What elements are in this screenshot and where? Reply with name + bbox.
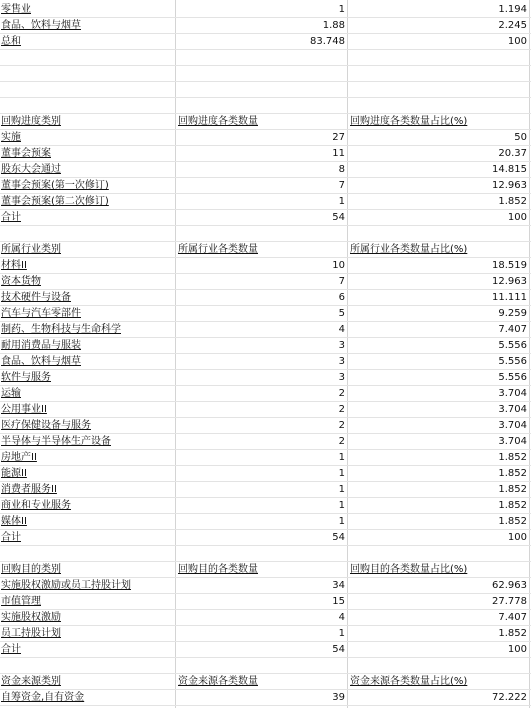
count-cell[interactable]: 10 (332, 260, 345, 271)
table-row (0, 370, 531, 386)
percent-cell[interactable]: 27.778 (492, 596, 527, 607)
percent-cell[interactable]: 5.556 (498, 340, 527, 351)
count-cell[interactable]: 回购目的各类数量 (178, 564, 258, 575)
table-row (0, 466, 531, 482)
category-cell[interactable]: 所属行业类别 (1, 244, 61, 255)
percent-cell[interactable]: 9.259 (498, 308, 527, 319)
category-cell[interactable]: 制药、生物科技与生命科学 (1, 324, 121, 335)
count-cell[interactable]: 1.88 (322, 20, 345, 31)
table-row (0, 530, 531, 546)
count-cell[interactable]: 所属行业各类数量 (178, 244, 258, 255)
count-cell[interactable]: 1 (338, 500, 345, 511)
count-cell[interactable]: 54 (332, 644, 345, 655)
percent-cell[interactable]: 资金来源各类数量占比(%) (350, 676, 468, 687)
table-row (0, 434, 531, 450)
count-cell[interactable]: 5 (338, 308, 345, 319)
category-cell[interactable]: 食品、饮料与烟草 (1, 20, 81, 31)
table-row (0, 82, 531, 98)
table-row (0, 290, 531, 306)
table-row (0, 178, 531, 194)
percent-cell[interactable] (348, 50, 529, 66)
count-cell[interactable]: 11 (332, 148, 345, 159)
percent-cell[interactable]: 11.111 (492, 292, 527, 303)
percent-cell[interactable]: 7.407 (498, 324, 527, 335)
category-cell[interactable]: 实施股权激励 (1, 612, 61, 623)
table-row (0, 322, 531, 338)
count-cell[interactable]: 4 (338, 612, 345, 623)
count-cell[interactable]: 1 (338, 468, 345, 479)
table-row (0, 162, 531, 178)
table-row (0, 66, 531, 82)
percent-cell[interactable]: 3.704 (498, 404, 527, 415)
count-cell[interactable]: 1 (338, 628, 345, 639)
percent-cell[interactable]: 14.815 (492, 164, 527, 175)
count-cell[interactable]: 6 (338, 292, 345, 303)
table-row (0, 130, 531, 146)
table-row (0, 18, 531, 34)
table-row (0, 114, 531, 130)
category-cell[interactable]: 媒体II (1, 516, 27, 527)
percent-cell[interactable]: 100 (507, 532, 527, 543)
percent-cell[interactable]: 1.852 (498, 468, 527, 479)
category-cell[interactable] (0, 98, 175, 114)
table-row (0, 546, 531, 562)
table-row (0, 98, 531, 114)
percent-cell[interactable]: 1.852 (498, 500, 527, 511)
category-cell[interactable] (0, 66, 175, 82)
table-row (0, 210, 531, 226)
table-row (0, 338, 531, 354)
percent-cell[interactable]: 所属行业各类数量占比(%) (350, 244, 468, 255)
count-cell[interactable] (176, 226, 347, 242)
category-cell[interactable] (0, 546, 175, 562)
count-cell[interactable]: 27 (332, 132, 345, 143)
table-row (0, 306, 531, 322)
count-cell[interactable] (176, 98, 347, 114)
count-cell[interactable]: 3 (338, 356, 345, 367)
table-row (0, 594, 531, 610)
count-cell[interactable]: 2 (338, 404, 345, 415)
percent-cell[interactable]: 18.519 (492, 260, 527, 271)
count-cell[interactable]: 3 (338, 340, 345, 351)
category-cell[interactable]: 自筹资金,自有资金 (1, 692, 85, 703)
category-cell[interactable]: 软件与服务 (1, 372, 51, 383)
category-cell[interactable] (0, 82, 175, 98)
table-row (0, 2, 531, 18)
category-cell[interactable]: 资金来源类别 (1, 676, 61, 687)
category-cell[interactable]: 董事会预案(第一次修订) (1, 180, 109, 191)
percent-cell[interactable] (348, 66, 529, 82)
table-row (0, 514, 531, 530)
category-cell[interactable]: 回购目的类别 (1, 564, 61, 575)
category-cell[interactable]: 合计 (1, 644, 21, 655)
percent-cell[interactable]: 回购目的各类数量占比(%) (350, 564, 468, 575)
category-cell[interactable]: 资本货物 (1, 276, 41, 287)
table-row (0, 402, 531, 418)
table-row (0, 242, 531, 258)
category-cell[interactable]: 能源II (1, 468, 27, 479)
table-row (0, 674, 531, 690)
count-cell[interactable]: 54 (332, 532, 345, 543)
category-cell[interactable] (0, 658, 175, 674)
count-cell[interactable] (176, 82, 347, 98)
category-cell[interactable]: 董事会预案(第二次修订) (1, 196, 109, 207)
category-cell[interactable] (0, 50, 175, 66)
count-cell[interactable]: 1 (338, 516, 345, 527)
category-cell[interactable]: 技术硬件与设备 (1, 292, 71, 303)
percent-cell[interactable]: 72.222 (492, 692, 527, 703)
count-cell[interactable] (176, 50, 347, 66)
category-cell[interactable]: 公用事业II (1, 404, 47, 415)
percent-cell[interactable]: 1.852 (498, 196, 527, 207)
percent-cell[interactable]: 1.852 (498, 452, 527, 463)
count-cell[interactable] (176, 546, 347, 562)
percent-cell[interactable] (348, 226, 529, 242)
count-cell[interactable]: 1 (338, 4, 345, 15)
percent-cell[interactable]: 100 (507, 212, 527, 223)
percent-cell[interactable]: 12.963 (492, 180, 527, 191)
percent-cell[interactable]: 1.852 (498, 484, 527, 495)
table-row (0, 498, 531, 514)
count-cell[interactable]: 2 (338, 420, 345, 431)
percent-cell[interactable]: 2.245 (498, 20, 527, 31)
percent-cell[interactable]: 5.556 (498, 372, 527, 383)
percent-cell[interactable] (348, 98, 529, 114)
table-row (0, 482, 531, 498)
category-cell[interactable]: 股东大会通过 (1, 164, 61, 175)
category-cell[interactable]: 房地产II (1, 452, 37, 463)
percent-cell[interactable]: 回购进度各类数量占比(%) (350, 116, 468, 127)
category-cell[interactable]: 回购进度类别 (1, 116, 61, 127)
percent-cell[interactable]: 50 (514, 132, 527, 143)
category-cell[interactable]: 材料II (1, 260, 27, 271)
table-row (0, 450, 531, 466)
category-cell[interactable]: 半导体与半导体生产设备 (1, 436, 111, 447)
percent-cell[interactable]: 1.852 (498, 628, 527, 639)
table-row (0, 578, 531, 594)
percent-cell[interactable] (348, 82, 529, 98)
count-cell[interactable]: 1 (338, 484, 345, 495)
category-cell[interactable]: 耐用消费品与服装 (1, 340, 81, 351)
percent-cell[interactable]: 5.556 (498, 356, 527, 367)
table-row (0, 658, 531, 674)
table-row (0, 610, 531, 626)
category-cell[interactable]: 市值管理 (1, 596, 41, 607)
table-row (0, 258, 531, 274)
count-cell[interactable]: 83.748 (310, 36, 345, 47)
category-cell[interactable]: 员工持股计划 (1, 628, 61, 639)
percent-cell[interactable]: 3.704 (498, 420, 527, 431)
category-cell[interactable]: 零售业 (1, 4, 31, 15)
count-cell[interactable]: 1 (338, 196, 345, 207)
category-cell[interactable]: 食品、饮料与烟草 (1, 356, 81, 367)
count-cell[interactable]: 回购进度各类数量 (178, 116, 258, 127)
table-row (0, 50, 531, 66)
percent-cell[interactable]: 1.852 (498, 516, 527, 527)
count-cell[interactable]: 7 (338, 276, 345, 287)
count-cell[interactable]: 7 (338, 180, 345, 191)
count-cell[interactable]: 3 (338, 372, 345, 383)
percent-cell[interactable]: 62.963 (492, 580, 527, 591)
percent-cell[interactable] (348, 658, 529, 674)
percent-cell[interactable]: 20.37 (498, 148, 527, 159)
table-row (0, 418, 531, 434)
percent-cell[interactable]: 100 (507, 36, 527, 47)
category-cell[interactable]: 汽车与汽车零部件 (1, 308, 81, 319)
count-cell[interactable] (176, 66, 347, 82)
percent-cell[interactable]: 1.194 (498, 4, 527, 15)
table-row (0, 354, 531, 370)
percent-cell[interactable]: 12.963 (492, 276, 527, 287)
category-cell[interactable]: 总和 (1, 36, 21, 47)
count-cell[interactable]: 34 (332, 580, 345, 591)
count-cell[interactable]: 2 (338, 388, 345, 399)
table-row (0, 642, 531, 658)
table-row (0, 274, 531, 290)
count-cell[interactable]: 15 (332, 596, 345, 607)
category-cell[interactable]: 消费者服务II (1, 484, 57, 495)
percent-cell[interactable]: 7.407 (498, 612, 527, 623)
category-cell[interactable]: 董事会预案 (1, 148, 51, 159)
table-row (0, 626, 531, 642)
table-row (0, 226, 531, 242)
category-cell[interactable]: 合计 (1, 532, 21, 543)
table-row (0, 34, 531, 50)
category-cell[interactable]: 医疗保健设备与服务 (1, 420, 91, 431)
count-cell[interactable] (176, 658, 347, 674)
category-cell[interactable] (0, 226, 175, 242)
count-cell[interactable]: 8 (338, 164, 345, 175)
table-row (0, 146, 531, 162)
category-cell[interactable]: 运输 (1, 388, 21, 399)
percent-cell[interactable]: 100 (507, 644, 527, 655)
table-row (0, 690, 531, 706)
percent-cell[interactable]: 3.704 (498, 436, 527, 447)
category-cell[interactable]: 商业和专业服务 (1, 500, 71, 511)
table-row (0, 194, 531, 210)
percent-cell[interactable] (348, 546, 529, 562)
count-cell[interactable]: 39 (332, 692, 345, 703)
category-cell[interactable]: 合计 (1, 212, 21, 223)
category-cell[interactable]: 实施 (1, 132, 21, 143)
category-cell[interactable]: 实施股权激励或员工持股计划 (1, 580, 131, 591)
count-cell[interactable]: 资金来源各类数量 (178, 676, 258, 687)
table-row (0, 386, 531, 402)
count-cell[interactable]: 4 (338, 324, 345, 335)
count-cell[interactable]: 1 (338, 452, 345, 463)
percent-cell[interactable]: 3.704 (498, 388, 527, 399)
count-cell[interactable]: 2 (338, 436, 345, 447)
count-cell[interactable]: 54 (332, 212, 345, 223)
table-row (0, 562, 531, 578)
